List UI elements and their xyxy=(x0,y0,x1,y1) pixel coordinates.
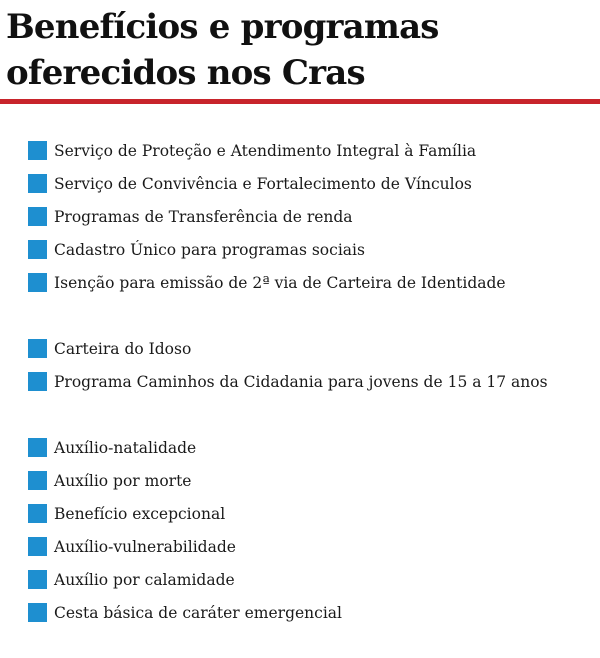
page-header xyxy=(6,4,596,96)
square-bullet-icon xyxy=(28,570,47,589)
list-item xyxy=(28,200,506,233)
item-label: Cadastro Único para programas sociais xyxy=(54,240,365,259)
square-bullet-icon xyxy=(28,438,47,457)
square-bullet-icon xyxy=(28,372,47,391)
item-label: Auxílio-natalidade xyxy=(54,438,197,457)
item-label: Auxílio por calamidade xyxy=(54,570,235,589)
item-label: Cesta básica de caráter emergencial xyxy=(54,603,343,622)
item-label: Programa Caminhos da Cidadania para jovens de 15 a 17 anos xyxy=(54,372,548,391)
square-bullet-icon xyxy=(28,537,47,556)
square-bullet-icon xyxy=(28,603,47,622)
list-item xyxy=(28,497,342,530)
item-label: Isenção para emissão de 2ª via de Carteira de Identidade xyxy=(54,273,506,292)
list-item xyxy=(28,464,342,497)
benefits-group-3 xyxy=(28,431,342,629)
square-bullet-icon xyxy=(28,504,47,523)
list-item xyxy=(28,431,342,464)
item-label: Carteira do Idoso xyxy=(54,339,192,358)
list-item xyxy=(28,596,342,629)
list-item xyxy=(28,563,342,596)
page-title: Benefícios e programas oferecidos nos Cras xyxy=(6,7,439,93)
square-bullet-icon xyxy=(28,273,47,292)
square-bullet-icon xyxy=(28,339,47,358)
square-bullet-icon xyxy=(28,240,47,259)
list-item xyxy=(28,233,506,266)
benefits-group-1 xyxy=(28,134,506,299)
list-item xyxy=(28,332,548,365)
benefits-group-2 xyxy=(28,332,548,398)
list-item xyxy=(28,167,506,200)
list-item xyxy=(28,530,342,563)
item-label: Serviço de Convivência e Fortalecimento de Vínculos xyxy=(54,174,472,193)
square-bullet-icon xyxy=(28,141,47,160)
item-label: Programas de Transferência de renda xyxy=(54,207,353,226)
square-bullet-icon xyxy=(28,207,47,226)
item-label: Serviço de Proteção e Atendimento Integral à Família xyxy=(54,141,477,160)
square-bullet-icon xyxy=(28,174,47,193)
square-bullet-icon xyxy=(28,471,47,490)
title-divider xyxy=(0,99,600,104)
item-label: Auxílio por morte xyxy=(54,471,192,490)
item-label: Auxílio-vulnerabilidade xyxy=(54,537,236,556)
list-item xyxy=(28,365,548,398)
list-item xyxy=(28,266,506,299)
item-label: Benefício excepcional xyxy=(54,504,226,523)
list-item xyxy=(28,134,506,167)
